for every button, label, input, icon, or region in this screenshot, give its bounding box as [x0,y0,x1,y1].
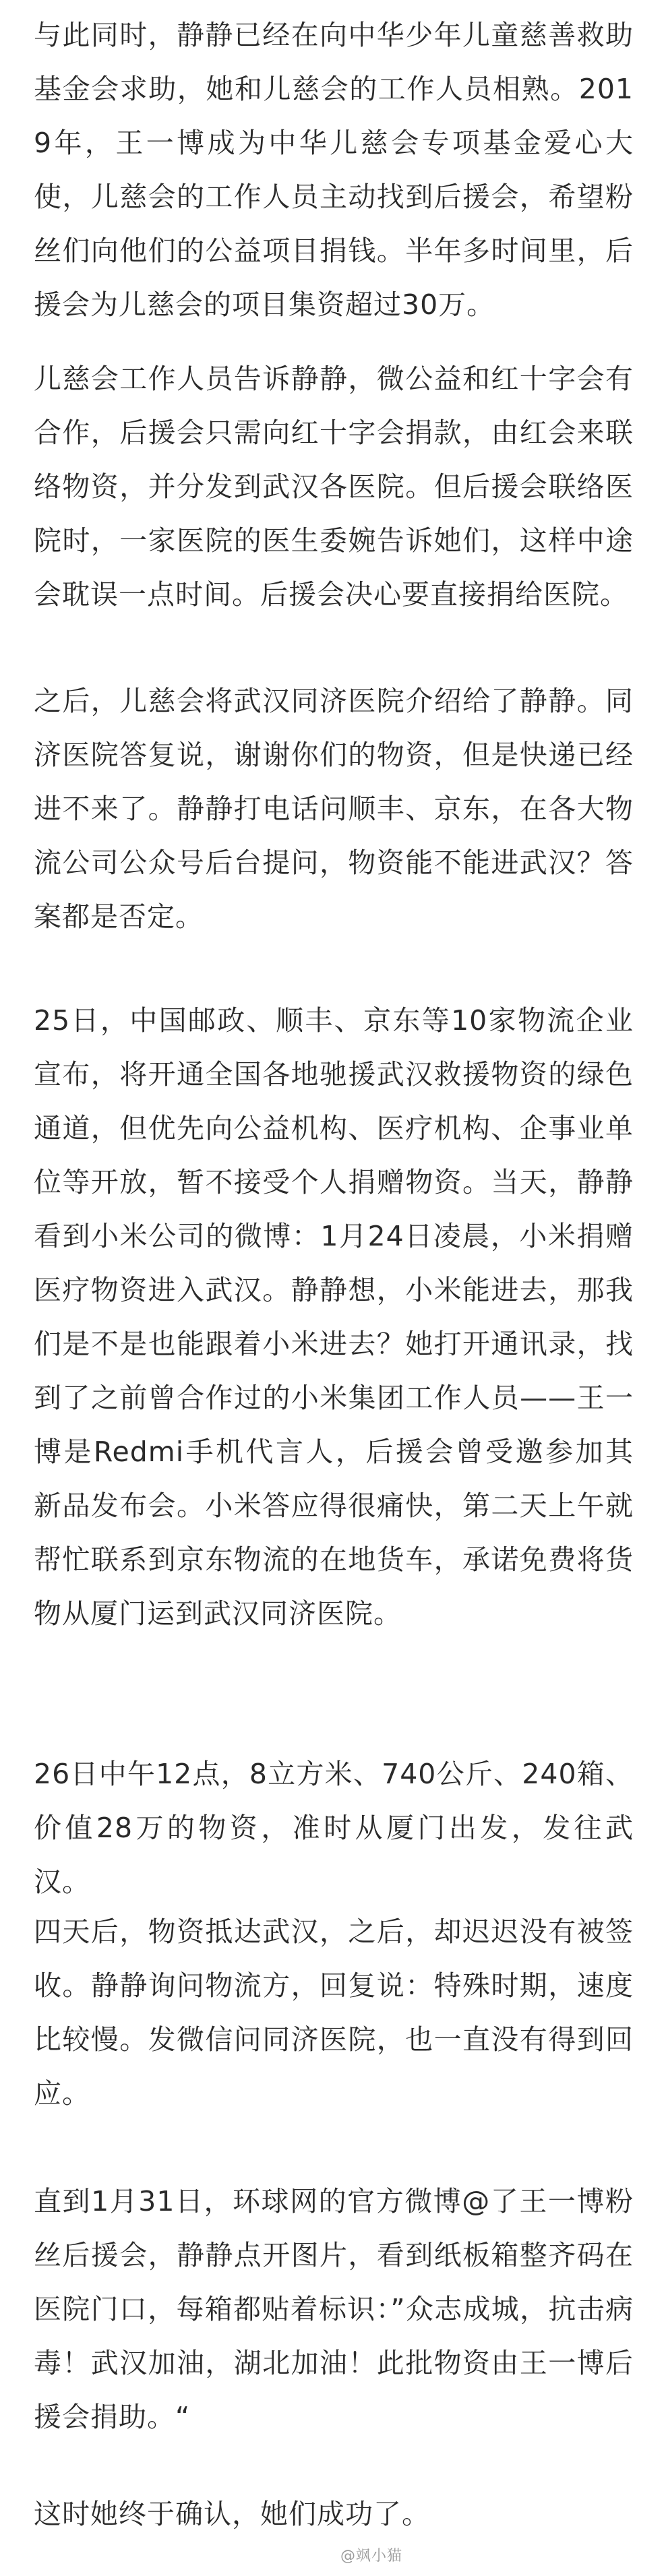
paragraph-1: 与此同时，静静已经在向中华少年儿童慈善救助基金会求助，她和儿慈会的工作人员相熟。2019年，王一博成为中华儿慈会专项基金爱心大使，儿慈会的工作人员主动找到后援会，希望粉丝们向他们的公益项目捐钱。半年多时间里，后援会为儿慈会的项目集资超过30万。 [34,19,634,321]
weibo-watermark: @飒小猫 [340,2548,403,2565]
paragraph-7: 直到1月31日，环球网的官方微博@了王一博粉丝后援会，静静点开图片，看到纸板箱整齐码在医院门口，每箱都贴着标识：”众志成城，抗击病毒！武汉加油，湖北加油！此批物资由王一博后援会捐助。“ [34,2185,634,2433]
paragraph-2: 儿慈会工作人员告诉静静，微公益和红十字会有合作，后援会只需向红十字会捐款，由红会来联络物资，并分发到武汉各医院。但后援会联络医院时，一家医院的医生委婉告诉她们，这样中途会耽误一点时间。后援会决心要直接捐给医院。 [34,363,634,611]
paragraph-6: 四天后，物资抵达武汉，之后，却迟迟没有被签收。静静询问物流方，回复说：特殊时期，速度比较慢。发微信问同济医院，也一直没有得到回应。 [34,1915,634,2110]
paragraph-5: 26日中午12点，8立方米、740公斤、240箱、价值28万的物资，准时从厦门出发，发往武汉。 [34,1758,634,1898]
paragraph-4: 25日，中国邮政、顺丰、京东等10家物流企业宣布，将开通全国各地驰援武汉救援物资的绿色通道，但优先向公益机构、医疗机构、企事业单位等开放，暂不接受个人捐赠物资。当天，静静看到小米公司的微博：1月24日凌晨，小米捐赠医疗物资进入武汉。静静想，小米能进去，那我们是不是也能跟着小米进去？她打开通讯录，找到了之前曾合作过的小米集团工作人员——王一博是Redmi手机代言人，后援会曾受邀参加其新品发布会。小米答应得很痛快，第二天上午就帮忙联系到京东物流的在地货车，承诺免费将货物从厦门运到武汉同济医院。 [34,1004,634,1630]
paragraph-8: 这时她终于确认，她们成功了。 [34,2498,430,2530]
paragraph-3: 之后，儿慈会将武汉同济医院介绍给了静静。同济医院答复说，谢谢你们的物资，但是快递已经进不来了。静静打电话问顺丰、京东，在各大物流公司公众号后台提问，物资能不能进武汉？答案都是否定。 [34,685,634,933]
